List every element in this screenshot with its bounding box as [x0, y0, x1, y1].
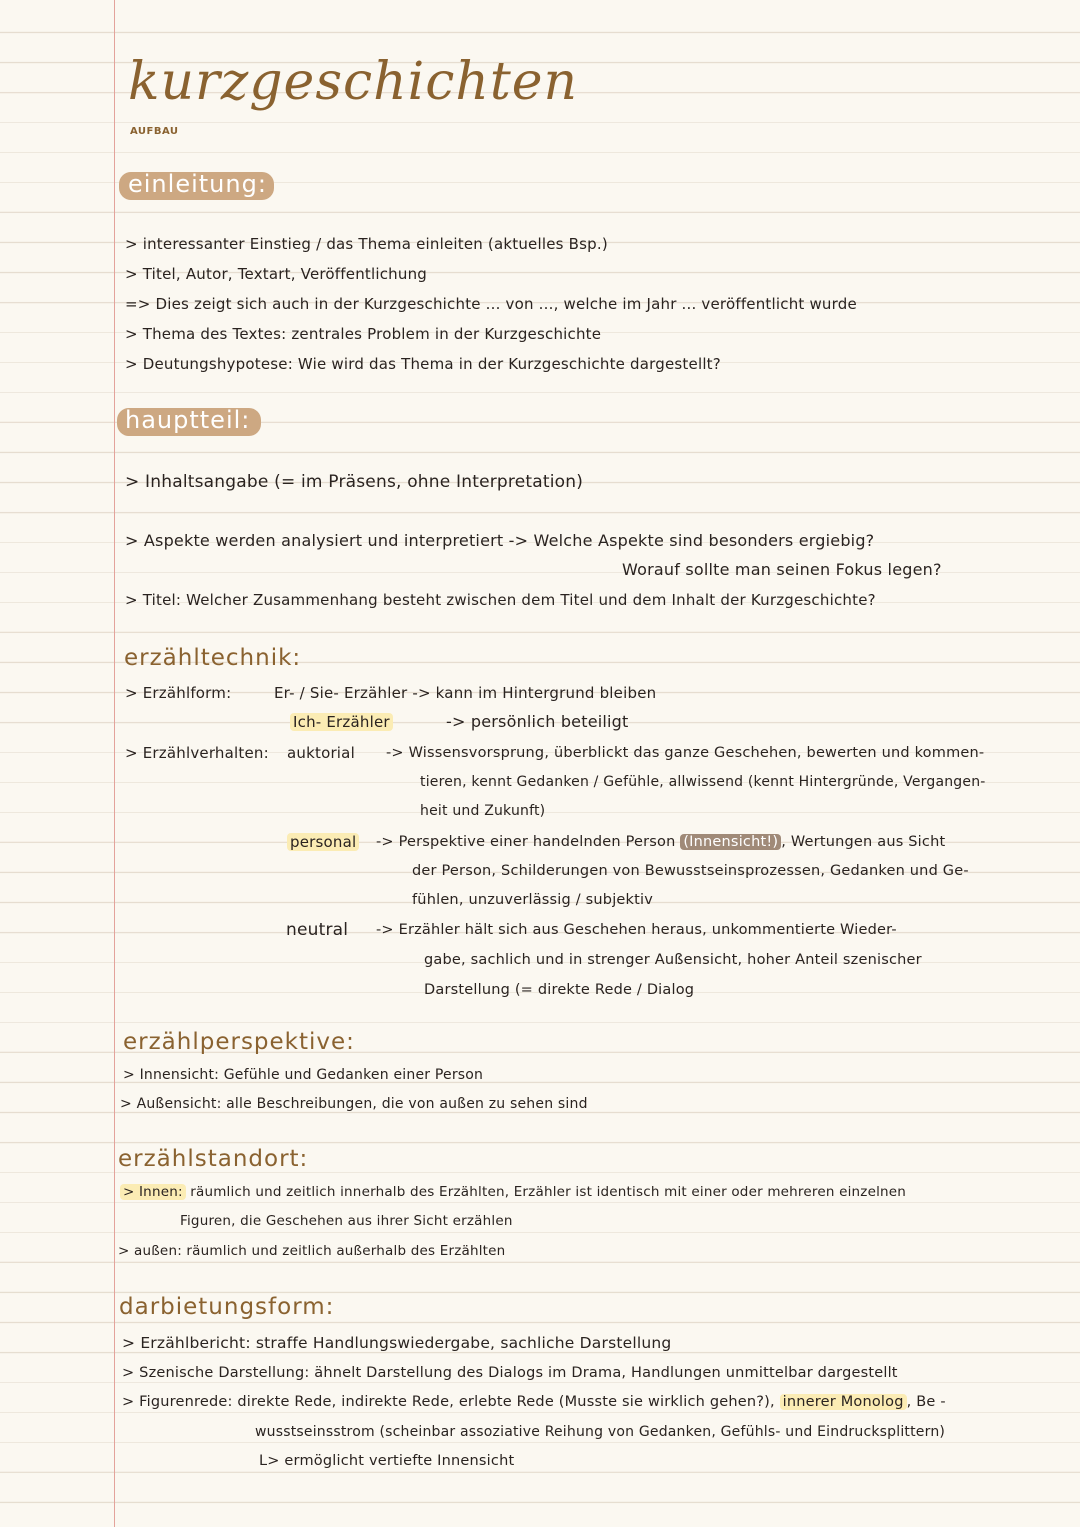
- personal-1a: -> Perspektive einer handelnden Person: [376, 834, 676, 850]
- erzaehlform-2: -> persönlich beteiligt: [446, 712, 629, 731]
- auktorial-3: heit und Zukunft): [420, 803, 546, 819]
- darbietung-line-3a: > Figurenrede: direkte Rede, indirekte Rede, erlebte Rede (Musste sie wirklich gehen?),: [122, 1394, 775, 1410]
- erzaehltechnik-heading: erzähltechnik:: [124, 645, 302, 671]
- personal-3: fühlen, unzuverlässig / subjektiv: [412, 892, 654, 908]
- standort-heading: erzählstandort:: [118, 1146, 309, 1172]
- hauptteil-aspekte-2: Worauf sollte man seinen Fokus legen?: [622, 560, 942, 579]
- standort-aussen: > außen: räumlich und zeitlich außerhalb des Erzählten: [118, 1243, 506, 1259]
- einleitung-line-4: > Thema des Textes: zentrales Problem in der Kurzgeschichte: [125, 325, 602, 343]
- personal-2: der Person, Schilderungen von Bewusstseinsprozessen, Gedanken und Ge-: [412, 863, 969, 879]
- darbietung-heading: darbietungsform:: [119, 1294, 335, 1320]
- darbietung-line-1: > Erzählbericht: straffe Handlungswiedergabe, sachliche Darstellung: [122, 1334, 672, 1352]
- margin-line: [114, 0, 115, 1527]
- einleitung-heading: einleitung:: [128, 170, 267, 198]
- personal-label: [287, 832, 359, 852]
- einleitung-line-5: > Deutungshypotese: Wie wird das Thema in der Kurzgeschichte dargestellt?: [125, 355, 721, 373]
- auktorial-1: -> Wissensvorsprung, überblickt das ganze Geschehen, bewerten und kommen-: [386, 745, 985, 761]
- darbietung-line-2: > Szenische Darstellung: ähnelt Darstellung des Dialogs im Drama, Handlungen unmittelbar dargestellt: [122, 1365, 898, 1381]
- standort-innen-1: räumlich und zeitlich innerhalb des Erzählten, Erzähler ist identisch mit einer oder mehreren einzelnen: [190, 1184, 907, 1200]
- page-title: kurzgeschichten: [128, 52, 579, 112]
- neutral-3: Darstellung (= direkte Rede / Dialog: [424, 982, 695, 998]
- auktorial-2: tieren, kennt Gedanken / Gefühle, allwissend (kennt Hintergründe, Vergangen-: [420, 774, 986, 790]
- einleitung-line-3: => Dies zeigt sich auch in der Kurzgeschichte ... von ..., welche im Jahr ... veröffentlicht wurde: [125, 295, 857, 313]
- personal-highlight: personal: [287, 833, 359, 851]
- darbietung-line-3: [122, 1392, 946, 1412]
- neutral-label: neutral: [286, 920, 349, 940]
- hauptteil-aspekte: > Aspekte werden analysiert und interpretiert -> Welche Aspekte sind besonders ergiebig?: [125, 531, 875, 550]
- erzaehlform-2-label: [290, 712, 393, 732]
- auktorial-label: auktorial: [287, 744, 355, 762]
- hauptteil-inhalt: > Inhaltsangabe (= im Präsens, ohne Interpretation): [125, 472, 584, 492]
- erzaehlverhalten-label: > Erzählverhalten:: [125, 744, 269, 762]
- innen-highlight: > Innen:: [120, 1184, 186, 1200]
- erzaehlform-1: Er- / Sie- Erzähler -> kann im Hintergrund bleiben: [274, 684, 657, 702]
- perspektive-line-2: > Außensicht: alle Beschreibungen, die von außen zu sehen sind: [120, 1096, 588, 1112]
- darbietung-line-3c: , Be -: [906, 1394, 946, 1410]
- neutral-1: -> Erzähler hält sich aus Geschehen heraus, unkommentierte Wieder-: [376, 922, 897, 938]
- page-subtitle: AUFBAU: [130, 126, 179, 137]
- erzaehlform-label: > Erzählform:: [125, 684, 232, 702]
- darbietung-line-5: L> ermöglicht vertiefte Innensicht: [259, 1453, 515, 1469]
- perspektive-heading: erzählperspektive:: [123, 1029, 355, 1055]
- personal-1: [376, 832, 945, 852]
- neutral-2: gabe, sachlich und in strenger Außensicht, hoher Anteil szenischer: [424, 952, 922, 968]
- ich-erzaehler-highlight: Ich- Erzähler: [290, 713, 393, 731]
- personal-1c: , Wertungen aus Sicht: [781, 834, 946, 850]
- perspektive-line-1: > Innensicht: Gefühle und Gedanken einer Person: [123, 1067, 484, 1083]
- hauptteil-titel: > Titel: Welcher Zusammenhang besteht zwischen dem Titel und dem Inhalt der Kurzgeschichte?: [125, 591, 876, 609]
- standort-innen-2: Figuren, die Geschehen aus ihrer Sicht erzählen: [180, 1213, 513, 1229]
- standort-innen: [120, 1182, 906, 1202]
- einleitung-line-2: > Titel, Autor, Textart, Veröffentlichung: [125, 265, 428, 283]
- innensicht-highlight: (Innensicht!): [680, 834, 781, 850]
- darbietung-line-4: wusstseinsstrom (scheinbar assoziative Reihung von Gedanken, Gefühls- und Eindrucksplittern): [255, 1424, 946, 1440]
- hauptteil-heading: hauptteil:: [125, 406, 251, 434]
- einleitung-line-1: > interessanter Einstieg / das Thema einleiten (aktuelles Bsp.): [125, 235, 608, 253]
- innerer-monolog-highlight: innerer Monolog: [780, 1394, 907, 1410]
